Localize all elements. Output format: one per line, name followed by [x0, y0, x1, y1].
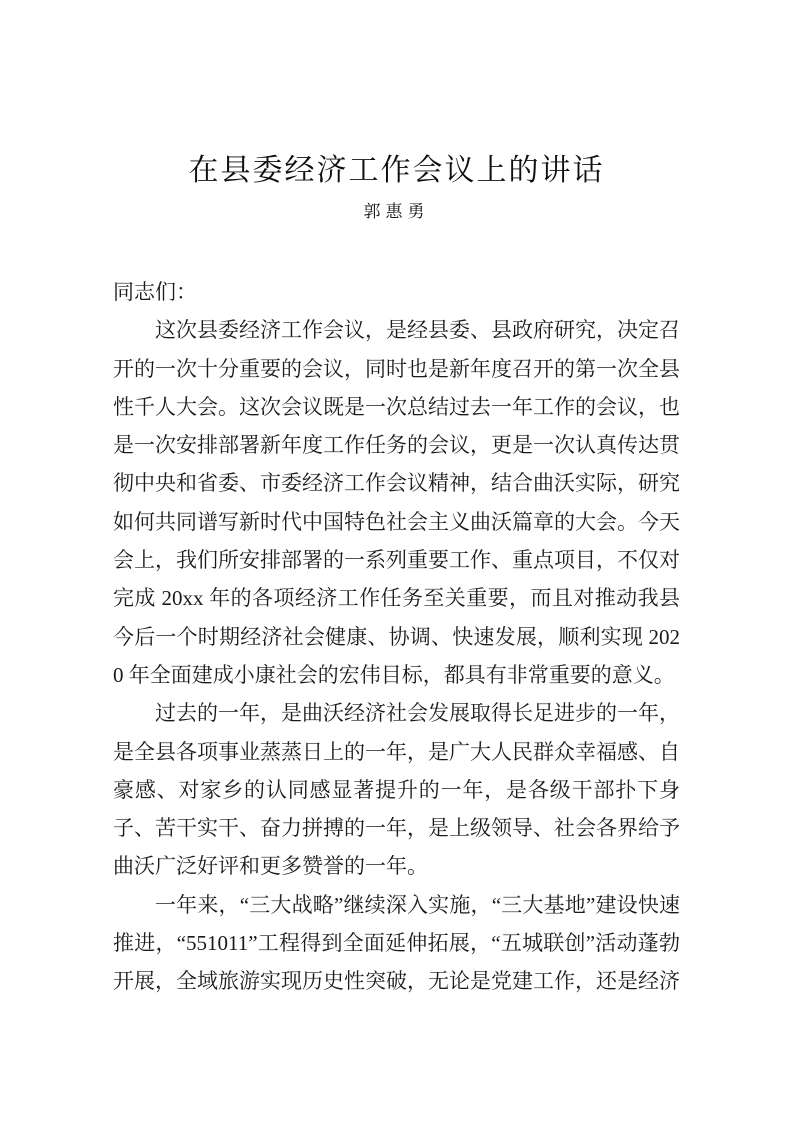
document-title: 在县委经济工作会议上的讲话	[188, 154, 605, 187]
salutation: 同志们：	[113, 280, 197, 304]
paragraph-1: 这次县委经济工作会议，是经县委、县政府研究，决定召开的一次十分重要的会议，同时也是新年度召开的第一次全县性千人大会。这次会议既是一次总结过去一年工作的会议，也是一次安排部署新年度工作任务的会议，更是一次认真传达贯彻中央和省委、市委经济工作会议精神，结合曲沃实际，研究如何共同谱写新时代中国特色社会主义曲沃篇章的大会。今天会上，我们所安排部署的一系列重要工作、重点项目，不仅对完成 20xx 年的各项经济工作任务至关重要，而且对推动我县今后一个时期经济社会健康、协调、快速发展，顺利实现 2020 年全面建成小康社会的宏伟目标，都具有非常重要的意义。	[113, 318, 680, 687]
paragraph-2: 过去的一年，是曲沃经济社会发展取得长足进步的一年，是全县各项事业蒸蒸日上的一年，是广大人民群众幸福感、自豪感、对家乡的认同感显著提升的一年，是各级干部扑下身子、苦干实干、奋力拼搏的一年，是上级领导、社会各界给予曲沃广泛好评和更多赞誉的一年。	[113, 701, 680, 879]
document-body	[113, 273, 680, 1001]
document-author: 郭惠勇	[363, 202, 430, 221]
paragraph-3: 一年来，“三大战略”继续深入实施，“三大基地”建设快速推进，“551011”工程得到全面延伸拓展，“五城联创”活动蓬勃开展，全域旅游实现历史性突破，无论是党建工作，还是经济	[113, 892, 680, 994]
